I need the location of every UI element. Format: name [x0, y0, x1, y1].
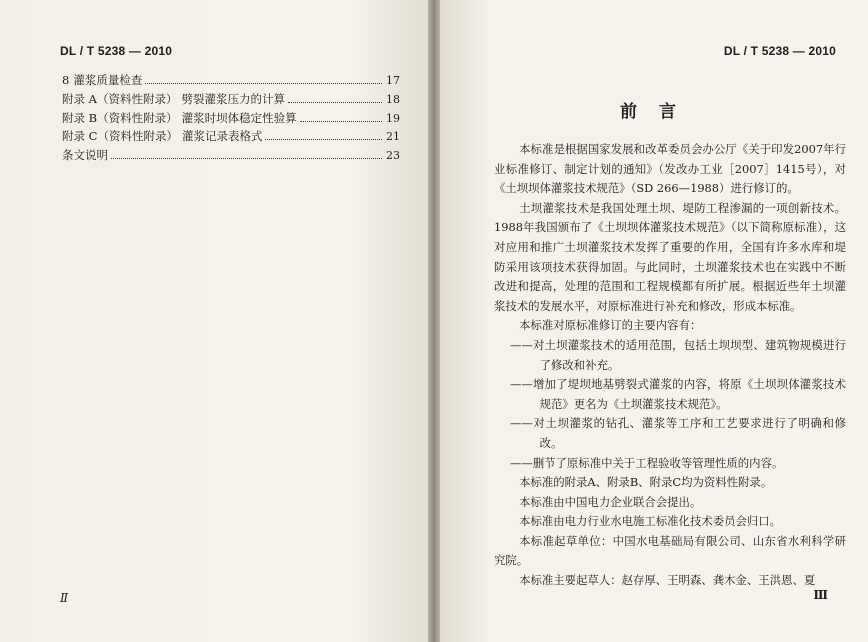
toc-row[interactable]: [62, 110, 400, 129]
toc-title: 灌浆质量检查: [73, 73, 143, 87]
preface-title: 前言: [620, 102, 698, 122]
revision-item: ——对土坝灌浆技术的适用范围，包括土坝坝型、建筑物规模进行了修改和补充。: [509, 337, 846, 372]
right-page: [440, 0, 868, 642]
left-page: [0, 0, 428, 642]
preface-paragraph: 本标准由中国电力企业联合会提出。: [519, 494, 702, 509]
toc-leader-dots: [265, 139, 382, 140]
toc-title: 劈裂灌浆压力的计算: [181, 91, 285, 106]
toc-label: 附录 A（资料性附录）: [62, 91, 178, 106]
toc-label: 8: [62, 73, 70, 87]
toc-page-number: 17: [386, 74, 400, 87]
book-spine-gutter: [428, 0, 440, 642]
toc-page-number: 19: [386, 111, 400, 125]
revision-item: ——增加了堤坝地基劈裂式灌浆的内容，将原《土坝坝体灌浆技术规范》更名为《土坝灌浆技术规范》。: [509, 377, 846, 411]
page-header-right: DL / T 5238 — 2010: [723, 44, 836, 58]
preface-paragraph: 土坝灌浆技术是我国处理土坝、堤防工程渗漏的一项创新技术。1988年我国颁布了《土坝坝体灌浆技术规范》（以下简称原标准），这对应用和推广土坝灌浆技术发挥了重要的作用，全国有许多水库和堤防采用该项技术获得加固。与此同时，土坝灌浆技术也在实践中不断改进和提高，处理的范围和工程规模都有所扩展。根据近些年土坝灌浆技术的发展水平，对原标准进行补充和修改，形成本标准。: [494, 200, 846, 313]
revision-item: ——删节了原标准中关于工程验收等管理性质的内容。: [509, 455, 784, 470]
preface-body: [494, 138, 846, 591]
preface-paragraph: 本标准主要起草人：赵存厚、王明森、龚木金、王洪恩、夏: [519, 573, 816, 588]
toc-leader-dots: [300, 121, 382, 122]
toc-title: 条文说明: [62, 148, 108, 163]
preface-paragraph: 本标准由电力行业水电施工标准化技术委员会归口。: [519, 514, 782, 529]
page-number-right: Ⅲ: [813, 588, 828, 602]
preface-paragraph: 本标准对原标准修订的主要内容有：: [519, 318, 702, 333]
toc-row[interactable]: [62, 91, 400, 110]
page-number-left: Ⅱ: [60, 591, 69, 605]
page-header-left: DL / T 5238 — 2010: [60, 44, 173, 58]
preface-paragraph: 本标准的附录A、附录B、附录C均为资料性附录。: [519, 475, 773, 490]
toc-title: 灌浆时坝体稳定性验算: [181, 110, 297, 125]
toc-page-number: 21: [386, 130, 400, 144]
preface-paragraph: 本标准起草单位：中国水电基础局有限公司、山东省水利科学研究院。: [494, 533, 846, 568]
preface-paragraph: 本标准是根据国家发展和改革委员会办公厅《关于印发2007年行业标准修订、制定计划的通知》（发改办工业［2007］1415号），对《土坝坝体灌浆技术规范》（SD 266—1988）进行修订的。: [494, 142, 847, 196]
toc-row[interactable]: [62, 128, 400, 147]
toc-page-number: 18: [386, 92, 400, 106]
table-of-contents: [62, 72, 400, 166]
toc-leader-dots: [111, 158, 382, 159]
toc-leader-dots: [145, 83, 382, 84]
toc-label: 附录 C（资料性附录）: [62, 129, 178, 144]
toc-page-number: 23: [386, 149, 400, 163]
toc-title: 灌浆记录表格式: [181, 129, 263, 144]
toc-row[interactable]: [62, 72, 400, 91]
toc-leader-dots: [288, 102, 382, 103]
toc-label: 附录 B（资料性附录）: [62, 110, 178, 125]
toc-row[interactable]: [62, 147, 400, 166]
revision-item: ——对土坝灌浆的钻孔、灌浆等工序和工艺要求进行了明确和修改。: [509, 416, 846, 450]
